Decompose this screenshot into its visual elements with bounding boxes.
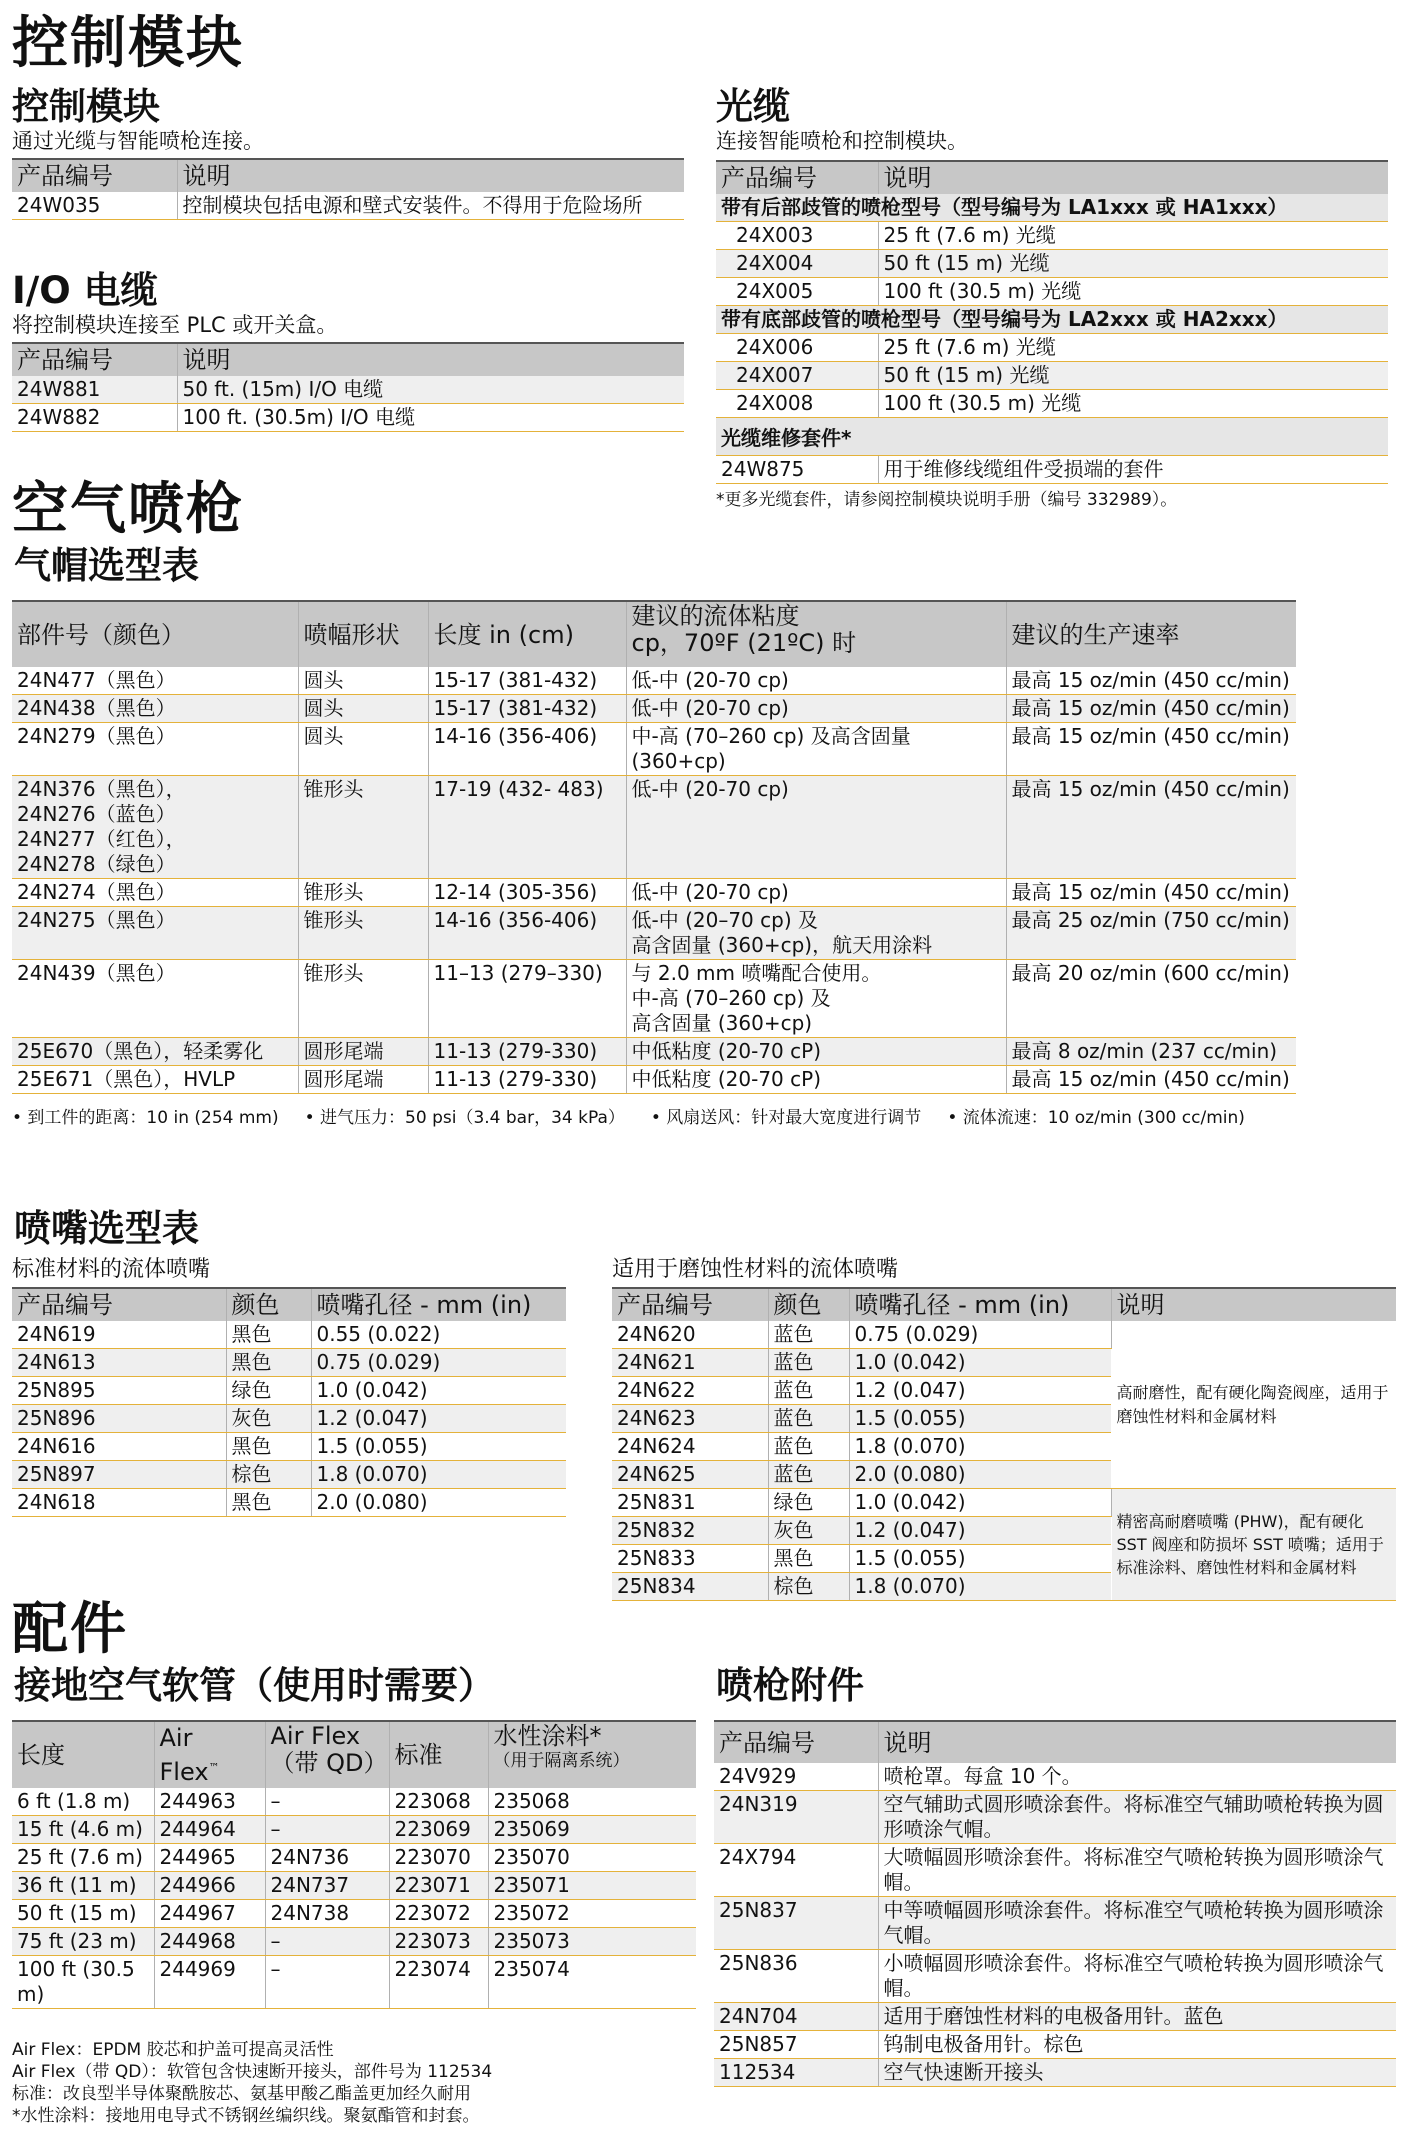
part-number: 25N834 [612,1573,768,1601]
viscosity: 中低粘度 (20-70 cP) [626,1066,1006,1094]
table-row [714,1791,1396,1844]
spray-pattern: 圆形尾端 [298,1066,428,1094]
part-number: 24W035 [12,192,177,220]
page-title: 控制模块 [12,11,244,76]
hose-note: Air Flex（带 QD）：软管包含快速断开接头，部件号为 112534 [12,2062,493,2082]
viscosity: 低-中 (20-70 cp) [626,667,1006,695]
table-row [12,1433,566,1461]
color: 棕色 [768,1573,849,1601]
part-number: 24N438（黑色） [12,695,298,723]
description: 喷枪罩。每盒 10 个。 [878,1763,1396,1791]
part-number: 25N833 [612,1545,768,1573]
description: 25 ft (7.6 m) 光缆 [878,334,1388,362]
part-number: 24N619 [12,1321,226,1349]
table-row [12,960,1296,1038]
col-header: 颜色 [768,1288,849,1321]
spray-pattern: 圆头 [298,667,428,695]
part-number: 25N832 [612,1517,768,1545]
table-row [12,667,1296,695]
part-number: 24X007 [716,362,878,390]
part-number: 24N477（黑色） [12,667,298,695]
col-header: 产品编号 [716,161,878,194]
table-row [12,1928,696,1956]
fiber-cable-section [716,86,1388,511]
standard-part: 223072 [389,1900,488,1928]
table-row [12,695,1296,723]
section-title: 控制模块 [12,85,160,128]
color: 绿色 [226,1377,311,1405]
hose-note: 标准：改良型半导体聚酰胺芯、氨基甲酸乙酯盖更加经久耐用 [12,2084,471,2104]
description: 50 ft. (15m) I/O 电缆 [177,376,684,404]
air-cap-subtitle: 气帽选型表 [14,544,199,587]
standard-part: 223071 [389,1872,488,1900]
part-number: 25N836 [714,1950,878,2003]
table-row [12,907,1296,960]
description: 空气快速断开接头 [878,2059,1396,2087]
table-row [12,1405,566,1433]
part-number: 24N622 [612,1377,768,1405]
orifice-size: 1.2 (0.047) [849,1517,1111,1545]
standard-part: 223074 [389,1956,488,2009]
spray-pattern: 锥形头 [298,960,428,1038]
orifice-size: 2.0 (0.080) [849,1461,1111,1489]
color: 黑色 [768,1545,849,1573]
col-header: 颜色 [226,1288,311,1321]
fiber-cable-table [716,160,1388,484]
fiber-note: *更多光缆套件，请参阅控制模块说明手册（编号 332989）。 [716,490,1178,510]
color: 蓝色 [768,1321,849,1349]
table-row [612,1489,1396,1517]
orifice-size: 0.75 (0.029) [311,1349,566,1377]
part-number: 24N704 [714,2003,878,2031]
table-row [12,1489,566,1517]
part-number: 24X005 [716,278,878,306]
orifice-size: 0.75 (0.029) [849,1321,1111,1349]
hose-table [12,1720,696,2009]
length: 12-14 (305-356) [428,879,626,907]
standard-part: 223073 [389,1928,488,1956]
production-rate: 最高 15 oz/min (450 cc/min) [1006,723,1296,776]
hose-length: 6 ft (1.8 m) [12,1788,154,1816]
col-header: Air Flex [159,1724,209,1786]
description: 中等喷幅圆形喷涂套件。将标准空气喷枪转换为圆形喷涂气帽。 [878,1897,1396,1950]
description: 100 ft (30.5 m) 光缆 [878,278,1388,306]
table-row [12,1377,566,1405]
air-flex-qd-part: – [265,1816,389,1844]
col-header: 说明 [1111,1288,1396,1321]
section-title: 光缆 [716,85,790,128]
waterborne-part: 235070 [488,1844,696,1872]
part-number: 24N624 [612,1433,768,1461]
length: 14-16 (356-406) [428,723,626,776]
description: 100 ft (30.5 m) 光缆 [878,390,1388,418]
col-header: 说明 [177,343,684,376]
table-row [12,1349,566,1377]
waterborne-part: 235072 [488,1900,696,1928]
section-subtitle: 适用于磨蚀性材料的流体喷嘴 [612,1257,899,1282]
table-row [714,2031,1396,2059]
section-subtitle: 将控制模块连接至 PLC 或开关盒。 [12,313,338,337]
part-number: 24N275（黑色） [12,907,298,960]
air-flex-part: 244965 [154,1844,265,1872]
col-header: 标准 [389,1721,488,1788]
waterborne-part: 235068 [488,1788,696,1816]
gun-accessories-table [714,1720,1396,2087]
table-row [12,1872,696,1900]
col-header: 建议的流体粘度 cp，70ºF (21ºC) 时 [626,601,1006,667]
air-flex-part: 244966 [154,1872,265,1900]
waterborne-part: 235074 [488,1956,696,2009]
col-header: 产品编号 [12,343,177,376]
color: 灰色 [226,1405,311,1433]
std-nozzle-table [12,1287,566,1517]
col-header: 喷嘴孔径 - mm (in) [311,1288,566,1321]
section-subtitle: 标准材料的流体喷嘴 [12,1257,211,1282]
table-row [12,1321,566,1349]
part-number: 24N319 [714,1791,878,1844]
footnote: • 流体流速：10 oz/min (300 cc/min) [947,1108,1245,1128]
table-row [12,1461,566,1489]
orifice-size: 2.0 (0.080) [311,1489,566,1517]
hose-section [12,1720,696,2127]
nozzle-description: 高耐磨性，配有硬化陶瓷阀座，适用于磨蚀性材料和金属材料 [1111,1321,1396,1489]
description: 小喷幅圆形喷涂套件。将标准空气喷枪转换为圆形喷涂气帽。 [878,1950,1396,2003]
col-header: 喷幅形状 [298,601,428,667]
part-number: 25E671（黑色），HVLP [12,1066,298,1094]
length: 11-13 (279-330) [428,1038,626,1066]
part-number: 24X003 [716,222,878,250]
part-number: 24N274（黑色） [12,879,298,907]
standard-part: 223069 [389,1816,488,1844]
production-rate: 最高 15 oz/min (450 cc/min) [1006,695,1296,723]
col-header: 说明 [177,159,684,192]
nozzle-title: 喷嘴选型表 [14,1207,199,1250]
viscosity: 中低粘度 (20-70 cP) [626,1038,1006,1066]
air-cap-table [12,600,1296,1094]
waterborne-part: 235073 [488,1928,696,1956]
color: 蓝色 [768,1461,849,1489]
col-header-note: （用于隔离系统） [493,1751,630,1771]
table-row [714,1950,1396,2003]
table-row [714,2059,1396,2087]
table-row [12,776,1296,879]
col-header: 说明 [878,161,1388,194]
color: 棕色 [226,1461,311,1489]
orifice-size: 1.2 (0.047) [311,1405,566,1433]
air-flex-qd-part: – [265,1788,389,1816]
part-number: 24N620 [612,1321,768,1349]
group-header: 光缆维修套件* [716,418,1388,456]
description: 大喷幅圆形喷涂套件。将标准空气喷枪转换为圆形喷涂气帽。 [878,1844,1396,1897]
production-rate: 最高 15 oz/min (450 cc/min) [1006,776,1296,879]
description: 50 ft (15 m) 光缆 [878,362,1388,390]
air-flex-qd-part: 24N736 [265,1844,389,1872]
part-number: 24W882 [12,404,177,432]
part-number: 24N618 [12,1489,226,1517]
col-header: Air Flex （带 QD） [265,1721,389,1788]
table-row [12,1816,696,1844]
length: 15-17 (381-432) [428,695,626,723]
table-row [12,723,1296,776]
length: 17-19 (432- 483) [428,776,626,879]
footnote: • 进气压力：50 psi（3.4 bar，34 kPa） [304,1108,625,1128]
production-rate: 最高 15 oz/min (450 cc/min) [1006,667,1296,695]
viscosity: 低-中 (20-70 cp) [626,879,1006,907]
length: 11-13 (279-330) [428,1066,626,1094]
orifice-size: 0.55 (0.022) [311,1321,566,1349]
part-number: 25N857 [714,2031,878,2059]
hose-length: 75 ft (23 m) [12,1928,154,1956]
col-header: 建议的生产速率 [1006,601,1296,667]
spray-pattern: 圆头 [298,695,428,723]
part-number: 25N896 [12,1405,226,1433]
hose-length: 15 ft (4.6 m) [12,1816,154,1844]
gun-accessories-title: 喷枪附件 [716,1664,864,1707]
color: 黑色 [226,1489,311,1517]
description: 适用于磨蚀性材料的电极备用针。蓝色 [878,2003,1396,2031]
viscosity: 与 2.0 mm 喷嘴配合使用。 中-高 (70–260 cp) 及 高含固量 (360+cp) [626,960,1006,1038]
hose-subtitle: 接地空气软管（使用时需要） [14,1664,495,1707]
orifice-size: 1.0 (0.042) [849,1489,1111,1517]
air-flex-part: 244964 [154,1816,265,1844]
color: 灰色 [768,1517,849,1545]
col-header: 产品编号 [12,159,177,192]
standard-part: 223068 [389,1788,488,1816]
hose-note: Air Flex：EPDM 胶芯和护盖可提高灵活性 [12,2040,334,2060]
part-number: 24V929 [714,1763,878,1791]
color: 黑色 [226,1433,311,1461]
control-module-table [12,158,684,220]
part-number: 24N279（黑色） [12,723,298,776]
length: 15-17 (381-432) [428,667,626,695]
table-row [12,1900,696,1928]
air-flex-qd-part: 24N738 [265,1900,389,1928]
accessories-title: 配件 [12,1597,128,1662]
col-header: 说明 [878,1721,1396,1763]
part-number: 24N621 [612,1349,768,1377]
length: 11–13 (279–330) [428,960,626,1038]
air-flex-part: 244967 [154,1900,265,1928]
part-number: 24N376（黑色）， 24N276（蓝色） 24N277（红色）， 24N278（绿色） [12,776,298,879]
col-header: 长度 in (cm) [428,601,626,667]
io-cable-section [12,270,684,432]
spray-pattern: 锥形头 [298,907,428,960]
std-nozzle-section [12,1257,566,1517]
color: 蓝色 [768,1349,849,1377]
description: 钨制电极备用针。棕色 [878,2031,1396,2059]
air-flex-qd-part: – [265,1928,389,1956]
color: 蓝色 [768,1433,849,1461]
air-flex-qd-part: 24N737 [265,1872,389,1900]
hose-note: *水性涂料：接地用电导式不锈钢丝编织线。聚氨酯管和封套。 [12,2106,480,2126]
air-gun-title: 空气喷枪 [12,477,244,542]
gun-accessories-section [714,1720,1396,2087]
air-flex-qd-part: – [265,1956,389,2009]
col-header: 部件号（颜色） [12,601,298,667]
part-number: 24N623 [612,1405,768,1433]
group-header: 带有底部歧管的喷枪型号（型号编号为 LA2xxx 或 HA2xxx） [716,306,1388,334]
part-number: 25E670（黑色），轻柔雾化 [12,1038,298,1066]
table-row [612,1321,1396,1349]
orifice-size: 1.0 (0.042) [849,1349,1111,1377]
production-rate: 最高 20 oz/min (600 cc/min) [1006,960,1296,1038]
spray-pattern: 圆形尾端 [298,1038,428,1066]
orifice-size: 1.5 (0.055) [849,1545,1111,1573]
abrasive-nozzle-section [612,1257,1396,1601]
part-number: 24N439（黑色） [12,960,298,1038]
table-row [12,879,1296,907]
trademark: ™ [208,1761,220,1774]
air-flex-part: 244963 [154,1788,265,1816]
group-header: 带有后部歧管的喷枪型号（型号编号为 LA1xxx 或 HA1xxx） [716,194,1388,222]
hose-length: 50 ft (15 m) [12,1900,154,1928]
part-number: 24X008 [716,390,878,418]
part-number: 24N616 [12,1433,226,1461]
section-subtitle: 连接智能喷枪和控制模块。 [716,129,968,153]
length: 14-16 (356-406) [428,907,626,960]
hose-length: 25 ft (7.6 m) [12,1844,154,1872]
hose-length: 100 ft (30.5 m) [12,1956,154,2009]
spray-pattern: 圆头 [298,723,428,776]
table-row [12,1844,696,1872]
nozzle-description: 精密高耐磨喷嘴 (PHW)，配有硬化 SST 阀座和防损坏 SST 喷嘴；适用于标准涂料、磨蚀性材料和金属材料 [1111,1489,1396,1601]
production-rate: 最高 8 oz/min (237 cc/min) [1006,1038,1296,1066]
table-row [12,1788,696,1816]
io-cable-table [12,342,684,432]
orifice-size: 1.5 (0.055) [311,1433,566,1461]
table-row [12,1956,696,2009]
orifice-size: 1.2 (0.047) [849,1377,1111,1405]
description: 空气辅助式圆形喷涂套件。将标准空气辅助喷枪转换为圆形喷涂气帽。 [878,1791,1396,1844]
col-header: 长度 [12,1721,154,1788]
part-number: 24X006 [716,334,878,362]
description: 100 ft. (30.5m) I/O 电缆 [177,404,684,432]
orifice-size: 1.5 (0.055) [849,1405,1111,1433]
table-row [12,1038,1296,1066]
hose-length: 36 ft (11 m) [12,1872,154,1900]
table-row [714,1763,1396,1791]
production-rate: 最高 25 oz/min (750 cc/min) [1006,907,1296,960]
table-row [714,2003,1396,2031]
control-module-section [12,86,684,220]
color: 绿色 [768,1489,849,1517]
col-header: 水性涂料* [493,1722,602,1750]
col-header: 产品编号 [714,1721,878,1763]
color: 蓝色 [768,1405,849,1433]
production-rate: 最高 15 oz/min (450 cc/min) [1006,1066,1296,1094]
orifice-size: 1.8 (0.070) [311,1461,566,1489]
air-cap-table-wrap [12,600,1296,1129]
part-number: 24X004 [716,250,878,278]
part-number: 25N837 [714,1897,878,1950]
table-row [12,1066,1296,1094]
color: 蓝色 [768,1377,849,1405]
standard-part: 223070 [389,1844,488,1872]
air-flex-part: 244969 [154,1956,265,2009]
part-number: 24X794 [714,1844,878,1897]
col-header: 产品编号 [12,1288,226,1321]
description: 25 ft (7.6 m) 光缆 [878,222,1388,250]
waterborne-part: 235069 [488,1816,696,1844]
section-title: I/O 电缆 [12,269,158,312]
spray-pattern: 锥形头 [298,879,428,907]
description: 用于维修线缆组件受损端的套件 [878,456,1388,484]
part-number: 24W881 [12,376,177,404]
part-number: 25N895 [12,1377,226,1405]
viscosity: 低-中 (20-70 cp) [626,776,1006,879]
footnote: • 风扇送风：针对最大宽度进行调节 [650,1108,922,1128]
description: 控制模块包括电源和壁式安装件。不得用于危险场所 [177,192,684,220]
orifice-size: 1.8 (0.070) [849,1433,1111,1461]
orifice-size: 1.8 (0.070) [849,1573,1111,1601]
part-number: 112534 [714,2059,878,2087]
color: 黑色 [226,1349,311,1377]
air-flex-part: 244968 [154,1928,265,1956]
viscosity: 低-中 (20–70 cp) 及 高含固量 (360+cp)，航天用涂料 [626,907,1006,960]
part-number: 24W875 [716,456,878,484]
description: 50 ft (15 m) 光缆 [878,250,1388,278]
part-number: 24N613 [12,1349,226,1377]
color: 黑色 [226,1321,311,1349]
part-number: 25N897 [12,1461,226,1489]
col-header: 产品编号 [612,1288,768,1321]
abrasive-nozzle-table [612,1287,1396,1601]
footnote: • 到工件的距离：10 in (254 mm) [12,1108,279,1128]
orifice-size: 1.0 (0.042) [311,1377,566,1405]
section-subtitle: 通过光缆与智能喷枪连接。 [12,129,264,153]
viscosity: 低-中 (20-70 cp) [626,695,1006,723]
waterborne-part: 235071 [488,1872,696,1900]
viscosity: 中-高 (70–260 cp) 及高含固量 (360+cp) [626,723,1006,776]
production-rate: 最高 15 oz/min (450 cc/min) [1006,879,1296,907]
part-number: 25N831 [612,1489,768,1517]
spray-pattern: 锥形头 [298,776,428,879]
part-number: 24N625 [612,1461,768,1489]
col-header: 喷嘴孔径 - mm (in) [849,1288,1111,1321]
table-row [714,1844,1396,1897]
table-row [714,1897,1396,1950]
